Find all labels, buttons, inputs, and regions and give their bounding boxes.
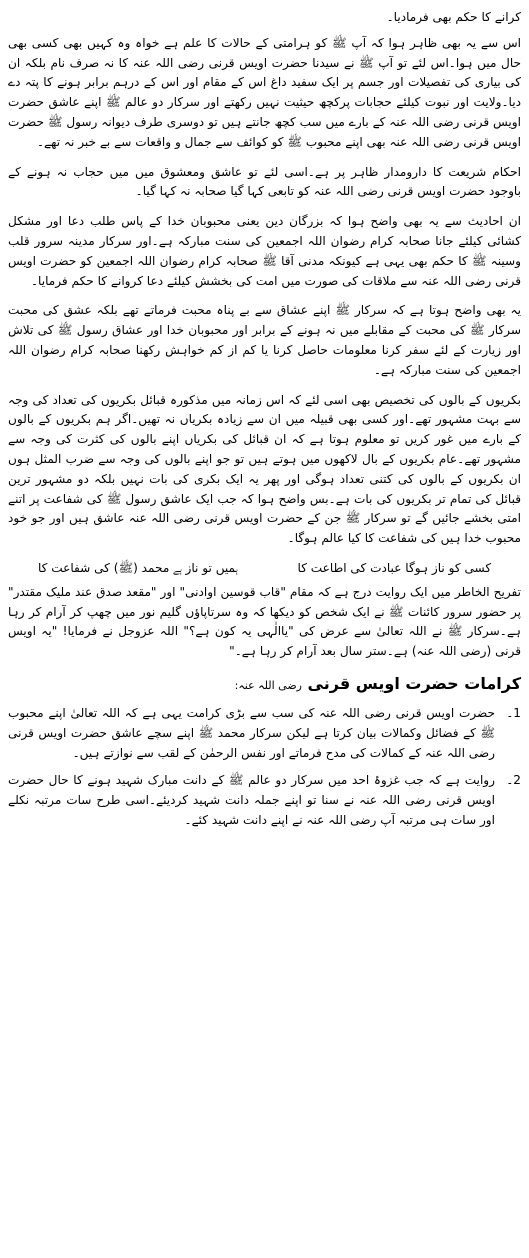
paragraph: احکام شریعت کا دارومدار ظاہر پر ہے۔اسی لئے تو عاشق ومعشوق میں میں حجاب نہ ہونے کے باوجود حضرت اویس قرنی رضی اللہ عنہ کو تابعی کہا گیا صحابہ نہ کہا گیا۔ <box>8 164 521 199</box>
poetry-couplet <box>8 559 521 579</box>
paragraph: یہ بھی واضح ہوتا ہے کہ سرکار ﷺ اپنے عشاق سے بے پناہ محبت فرماتے تھے بلکہ عشق کی محبت سرکار ﷺ کی محبت کے مقابلے میں نہ ہونے کے برابر اور محبوبان خدا اور عشاق رسول ﷺ کی تلاش اور زیارت کے لئے سفر کرنا معلومات حاصل کرنا یا کم از کم خواہش رکھنا صحابہ کرام رضوان اللہ اجمعین کی سنت مبارکہ ہے۔ <box>8 303 521 377</box>
section-heading <box>8 672 521 698</box>
couplet-line-second: ہمیں تو ناز ہے محمد (ﷺ) کی شفاعت کا <box>37 560 238 575</box>
heading-suffix: رضی اللہ عنہ: <box>234 678 302 692</box>
list-item <box>8 771 521 830</box>
paragraph: بکریوں کے بالوں کی تخصیص بھی اسی لئے کہ اس زمانہ میں مذکورہ قبائل بکریوں کی تعداد کی وجہ سے بہت مشہور تھے۔اور کسی بھی قبیلہ میں ان سے زیادہ بکریاں نہ تھیں۔اگر ہم بکریوں کے بالوں کے بارے میں غور کریں تو معلوم ہوتا ہے کہ ان قبائل کی بکریاں اپنے بالوں کی کثرت کی وجہ سے مشہور تھے۔عام بکریوں کے بال لاکھوں میں ہوتے ہیں تو جو اپنے بالوں کی وجہ سے ضرب المثل ہوں ان بکریوں کے بالوں کی کتنی تعداد ہوگی اور پھر یہ ایک بکری کی بات نہیں بلکہ دو مشہور ترین قبائل کی تمام تر بکریوں کی بات ہے۔بس واضح ہوا کہ جب ایک عاشق رسول ﷺ کی شفاعت پر اتنے امتی بخشے جائیں گے تو سرکار ﷺ جن کے حضرت اویس قرنی رضی اللہ عنہ عاشق ہیں اور جو خود محبوب خدا ہیں کی شفاعت کا کیا عالم ہوگا۔ <box>8 392 521 546</box>
list-item-number: 2۔ <box>506 773 521 788</box>
paragraph: اس سے یہ بھی ظاہر ہوا کہ آپ ﷺ کو ہرامتی کے حالات کا علم ہے خواہ وہ کہیں بھی کسی بھی حال میں ہوا۔اس لئے تو آپ ﷺ نے سیدنا حضرت اویس قرنی رضی اللہ عنہ کا نہ صرف نام بلکہ ان کی بیاری کی تفصیلات اور جسم پر ایک سفید داغ اس کے مقام اور اس کے درہم برابر ہونے کا پتہ دے دیا۔ولایت اور نبوت کیلئے حجابات پرکچھ حیثیت نہیں رکھتے اور سرکار دو عالم ﷺ اپنے عاشق حضرت اویس قرنی رضی اللہ عنہ کے بارے میں سب کچھ جانتے ہیں تو دوسری طرف دیوانہ رسول ﷺ حضرت اویس قرنی رضی اللہ عنہ بھی اپنے محبوب ﷺ کو کوائف سے جمال و واقعات سے بے خبر نہ تھے۔ <box>8 35 521 149</box>
paragraph: کرانے کا حکم بھی فرمادیا۔ <box>386 10 521 24</box>
list-item-number: 1۔ <box>506 705 521 720</box>
list-item-text: حضرت اویس قرنی رضی اللہ عنہ کی سب سے بڑی کرامت یہی ہے کہ اللہ تعالیٰ اپنے محبوب ﷺ کے فضائل وکمالات بیان کرتا ہے لیکن سرکار محمد ﷺ اپنے سچے عاشق حضرت اویس قرنی رضی اللہ عنہ کے کمالات کی مدح فرماتے اور نفس الرحمٰن کے لقب سے نوازتے ہیں۔ <box>8 705 495 760</box>
couplet-line-first: کسی کو ناز ہوگا عبادت کی اطاعت کا <box>297 560 492 575</box>
list-item-text: روایت ہے کہ جب غزوۂ احد میں سرکار دو عالم ﷺ کے دانت مبارک شہید ہونے کا حال حضرت اویس قرنی رضی اللہ عنہ نے سنا تو اپنے جملہ دانت شہید کردیئے۔اسی طرح سات مرتبہ نکلے اور سات ہی مرتبہ آپ رضی اللہ عنہ نے اپنے دانت شہید کئے۔ <box>8 773 495 827</box>
heading-title: کرامات حضرت اویس قرنی <box>307 673 521 693</box>
paragraph: ان احادیث سے یہ بھی واضح ہوا کہ بزرگان دین یعنی محبوبان خدا کے پاس طلب دعا اور مشکل کشائی کیلئے جانا صحابہ کرام رضوان اللہ اجمعین کی سنت مبارکہ ہے۔اور سرکار مدینہ سرور قلب وسینہ ﷺ کا حکم بھی یہی ہے کیونکہ مدنی آقا ﷺ صحابہ کرام رضوان اللہ اجمعین کو حضرت اویس قرنی رضی اللہ عنہ سے ملاقات کی صورت میں امت کی بخشش کیلئے دعا کروانے کا حکم فرمایا۔ <box>8 214 521 288</box>
paragraph: تفریح الخاطر میں ایک روایت درج ہے کہ مقام "قاب قوسین اوادنی" اور "مقعد صدق عند ملیک مقتدر" پر حضور سرور کائنات ﷺ نے ایک شخص کو دیکھا کہ وہ سرتاپاؤں گلیم نور میں چھپ کر آرام کر رہا ہے۔سرکار ﷺ نے اللہ تعالیٰ سے عرض کی "یاالٰہی یہ کون ہے؟" اللہ عزوجل نے فرمایا! "یہ اویس قرنی (رضی اللہ عنہ) ہے۔ستر سال بعد آرام کر رہا ہے۔" <box>8 584 521 659</box>
list-item <box>8 704 521 763</box>
